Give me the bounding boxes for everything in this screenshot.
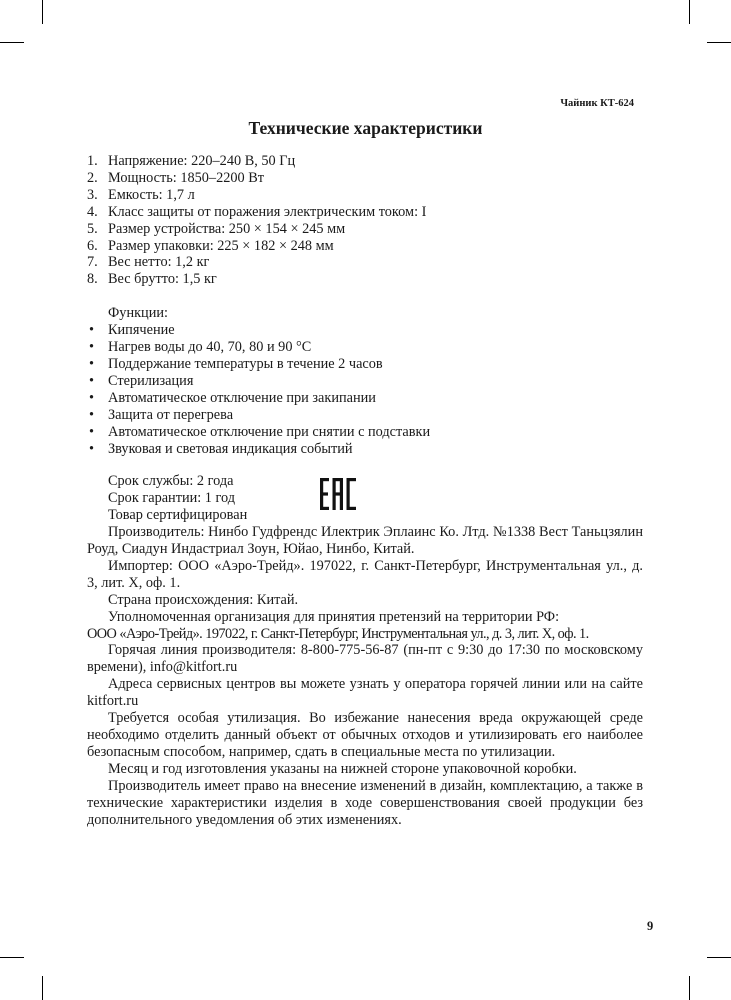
page-number: 9 [647, 919, 654, 933]
spec-text: Напряжение: 220–240 В, 50 Гц [108, 153, 296, 169]
spec-text: Вес нетто: 1,2 кг [108, 254, 210, 271]
spec-item [87, 204, 643, 221]
crop-mark-top-right [689, 0, 690, 24]
spec-item [87, 271, 643, 288]
product-header: Чайник КТ-624 [560, 98, 634, 109]
function-item: • Поддержание температуры в течение 2 часов [87, 356, 643, 373]
function-item: • Нагрев воды до 40, 70, 80 и 90 °С [87, 339, 643, 356]
spec-item [87, 153, 643, 170]
spec-text: Класс защиты от поражения электрическим током: I [108, 203, 427, 220]
spec-number: 7. [87, 254, 98, 271]
spec-number: 8. [87, 271, 98, 288]
function-item: • Звуковая и световая индикация событий [87, 441, 643, 458]
warranty-period: Срок гарантии: 1 год [108, 490, 236, 507]
functions-heading: Функции: [108, 305, 168, 322]
crop-mark-bottom-right-h [707, 957, 731, 958]
spec-number: 2. [87, 169, 98, 186]
spec-text: Емкость: 1,7 л [108, 186, 195, 203]
spec-text: Размер упаковки: 225 × 182 × 248 мм [108, 237, 334, 254]
certification-note: Товар сертифицирован [108, 507, 248, 524]
spec-number: 6. [87, 237, 98, 254]
spec-item [87, 221, 643, 238]
crop-mark-bottom-right [689, 976, 690, 1000]
function-item: • Стерилизация [87, 373, 643, 390]
spec-number: 4. [87, 203, 98, 220]
crop-mark-bottom-left [42, 976, 43, 1000]
manufacture-date-info: Месяц и год изготовления указаны на нижней стороне упаковочной коробки. [108, 760, 577, 777]
authorized-org-address: ООО «Аэро-Трейд». 197022, г. Санкт-Петербург, Инструментальная ул., д. 3, лит. Х, оф. 1. [87, 625, 589, 642]
crop-mark-top-right-h [707, 42, 731, 43]
function-item: • Защита от перегрева [87, 407, 643, 424]
disposal-info: Требуется особая утилизация. Во избежание нанесения вреда окружающей среде необходимо отделить данный объект от обычных отходов и утилизировать его наиболее безопасным способом, например, сдать в специальные места по утилизации. [87, 710, 643, 760]
spec-number: 3. [87, 186, 98, 203]
crop-mark-bottom-left-h [0, 957, 24, 958]
spec-item [87, 187, 643, 204]
function-item: • Автоматическое отключение при закипании [87, 390, 643, 407]
service-info [87, 473, 643, 828]
hotline-info: Горячая линия производителя: 8-800-775-56-87 (пн-пт с 9:30 до 17:30 по московскому времени), info@kitfort.ru [87, 642, 643, 676]
specs-list [87, 153, 643, 288]
crop-mark-top-left [42, 0, 43, 24]
spec-item [87, 238, 643, 255]
service-life: Срок службы: 2 года [108, 473, 234, 490]
spec-text: Вес брутто: 1,5 кг [108, 271, 217, 288]
spec-text: Размер устройства: 250 × 154 × 245 мм [108, 220, 346, 237]
eac-certification-mark [320, 478, 356, 510]
page-content [87, 153, 643, 828]
function-item: • Кипячение [87, 322, 643, 339]
country-of-origin: Страна происхождения: Китай. [108, 591, 299, 608]
spec-number: 5. [87, 220, 98, 237]
section-title: Технические характеристики [248, 118, 483, 138]
function-item: • Автоматическое отключение при снятии с подставки [87, 424, 643, 441]
functions-list [87, 322, 643, 457]
service-centers-info: Адреса сервисных центров вы можете узнать у оператора горячей линии или на сайте kitfort.ru [87, 676, 643, 710]
spec-text: Мощность: 1850–2200 Вт [108, 169, 265, 186]
importer-info: Импортер: ООО «Аэро-Трейд». 197022, г. Санкт-Петербург, Инструментальная ул., д. 3, лит. Х, оф. 1. [87, 557, 643, 591]
crop-mark-top-left-h [0, 42, 24, 43]
spec-item [87, 170, 643, 187]
rights-notice: Производитель имеет право на внесение изменений в дизайн, комплектацию, а также в технические характеристики изделия в ходе совершенствования своей продукции без дополнительного уведомления об этих изменениях. [87, 777, 643, 828]
manufacturer-info: Производитель: Нинбо Гудфрендс Илектрик Эплаинс Ко. Лтд. №1338 Вест Таньцзялин Роуд, Сиадун Индастриал Зоун, Юйао, Нинбо, Китай. [87, 524, 643, 558]
spec-number: 1. [87, 153, 98, 169]
spec-item [87, 254, 643, 271]
authorized-org-heading: Уполномоченная организация для принятия претензий на территории РФ: [108, 608, 560, 625]
